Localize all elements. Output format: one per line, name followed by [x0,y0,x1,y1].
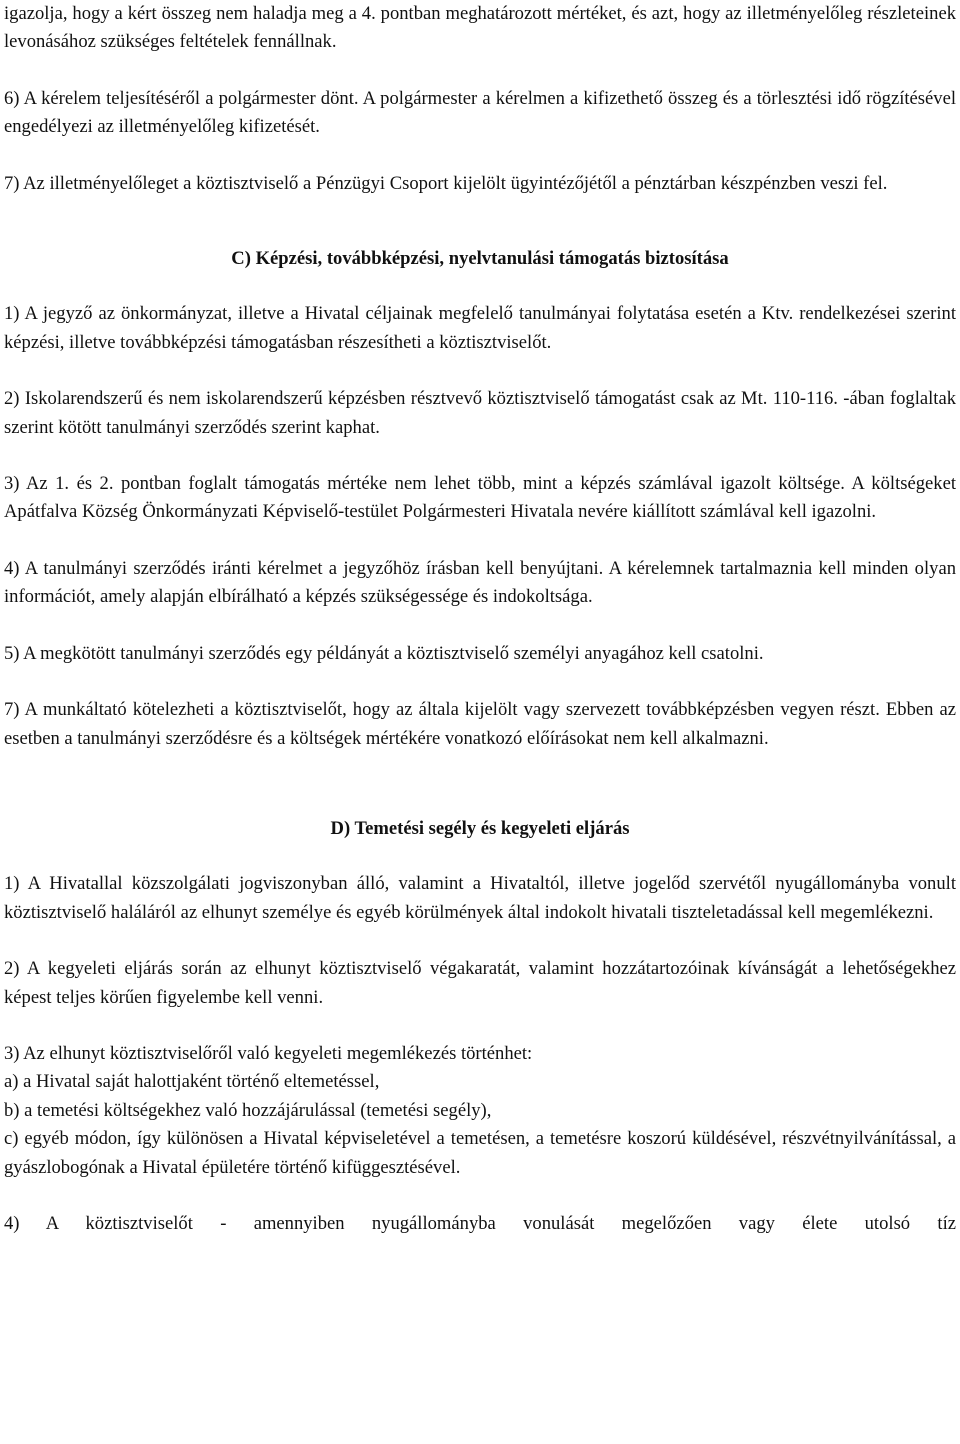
list-item: b) a temetési költségekhez való hozzájárulással (temetési segély), [4,1099,492,1121]
section-c-paragraph-3: 3) Az 1. és 2. pontban foglalt támogatás mértéke nem lehet több, mint a képzés számlával igazolt költsége. A költségeket Apátfalva Község Önkormányzati Képviselő-testület Polgármesteri Hivatala nevére kiállított számlával kell igazolni. [4,473,956,523]
section-c-paragraph-5: 5) A megkötött tanulmányi szerződés egy példányát a köztisztviselő személyi anyagához kell csatolni. [4,642,764,664]
section-d-paragraph-4: 4) A köztisztviselőt - amennyiben nyugállományba vonulását megelőzően vagy élete utolsó tíz [4,1212,956,1234]
section-d-heading: D) Temetési segély és kegyeleti eljárás [330,817,630,839]
paragraph-6: 6) A kérelem teljesítéséről a polgármester dönt. A polgármester a kérelmen a kifizethető összeg és a törlesztési idő rögzítésével engedélyezi az illetményelőleg kifizetését. [4,87,956,138]
section-c-paragraph-1: 1) A jegyző az önkormányzat, illetve a Hivatal céljainak megfelelő tanulmányai folytatása esetén a Ktv. rendelkezései szerint képzési, illetve továbbképzési támogatásban részesítheti a köztisztviselőt. [4,303,956,353]
section-c-paragraph-4: 4) A tanulmányi szerződés iránti kérelmet a jegyzőhöz írásban kell benyújtani. A kérelemnek tartalmaznia kell minden olyan információt, amely alapján elbírálható a képzés szükségessége és indokoltsága. [4,557,956,608]
document-page [4,0,956,1238]
section-c-heading: C) Képzési, továbbképzési, nyelvtanulási támogatás biztosítása [231,248,729,270]
section-d-paragraph-2: 2) A kegyeleti eljárás során az elhunyt köztisztviselő végakaratát, valamint hozzátartozóinak kívánságát a lehetőségekhez képest teljes körűen figyelembe kell venni. [4,958,956,1008]
paragraph-continuation: igazolja, hogy a kért összeg nem haladja meg a 4. pontban meghatározott mértéket, és azt, hogy az illetményelőleg részleteinek levonásához szükséges feltételek fennállnak. [4,3,956,53]
paragraph-7: 7) Az illetményelőleget a köztisztviselő a Pénzügyi Csoport kijelölt ügyintézőjétől a pénztárban készpénzben veszi fel. [4,172,888,194]
section-d-paragraph-3 [4,1040,956,1182]
section-d-paragraph-1: 1) A Hivatallal közszolgálati jogviszonyban álló, valamint a Hivataltól, illetve jogelőd szervétől nyugállományba vonult köztisztviselő haláláról az elhunyt személye és egyéb körülmények által indokolt hivatali tiszteletadással kell megemlékezni. [4,873,956,923]
list-item: a) a Hivatal saját halottjaként történő eltemetéssel, [4,1071,380,1093]
section-c-paragraph-7: 7) A munkáltató kötelezheti a köztisztviselőt, hogy az általa kijelölt vagy szervezett továbbképzésben vegyen részt. Ebben az esetben a tanulmányi szerződésre és a költségek mértékére vonatkozó előírásokat nem kell alkalmazni. [4,699,956,749]
section-d-paragraph-3-intro: 3) Az elhunyt köztisztviselőről való kegyeleti megemlékezés történhet: [4,1042,533,1064]
section-c-paragraph-2: 2) Iskolarendszerű és nem iskolarendszerű képzésben résztvevő köztisztviselő támogatást csak az Mt. 110-116. -ában foglaltak szerint kötött tanulmányi szerződés szerint kaphat. [4,388,956,438]
list-item: c) egyéb módon, így különösen a Hivatal képviseletével a temetésen, a temetésre koszorú küldésével, részvétnyilvánítással, a gyászlobogónak a Hivatal épületére történő kifüggesztésével. [4,1128,956,1178]
